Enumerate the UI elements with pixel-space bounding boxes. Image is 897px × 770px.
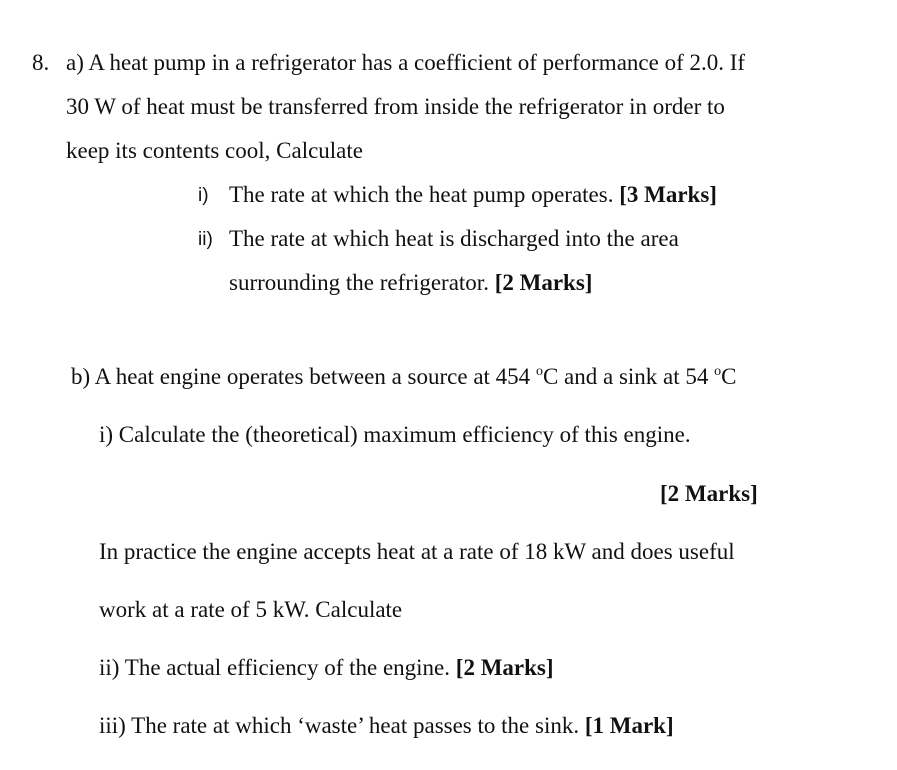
- part-a-line-1: a) A heat pump in a refrigerator has a coefficient of performance of 2.0. If: [66, 50, 746, 75]
- part-b-iii-question: [99, 711, 674, 741]
- part-a-ii-text-2: surrounding the refrigerator.: [229, 270, 489, 295]
- part-b-practice-line-1: In practice the engine accepts heat at a rate of 18 kW and does useful: [99, 539, 735, 564]
- part-b-ii-marks: [2 Marks]: [455, 655, 554, 680]
- part-a-i-question: [229, 180, 717, 210]
- part-a-ii-question-cont: [229, 268, 592, 298]
- part-a-ii-numeral: ii): [198, 229, 213, 250]
- part-b-intro: [71, 362, 736, 392]
- part-b-iii-marks: [1 Mark]: [584, 713, 674, 738]
- part-a-ii-text-1: The rate at which heat is discharged into the area: [229, 226, 679, 251]
- part-b-intro-mid: C and a sink at 54: [542, 364, 715, 389]
- part-b-i-text: i) Calculate the (theoretical) maximum efficiency of this engine.: [99, 422, 691, 447]
- part-b-iii-text: iii) The rate at which ‘waste’ heat passes to the sink.: [99, 713, 580, 738]
- question-number: 8.: [32, 50, 50, 75]
- part-a-i-text: The rate at which the heat pump operates.: [229, 182, 614, 207]
- part-a-line-3: keep its contents cool, Calculate: [66, 138, 363, 163]
- part-b-intro-post: C: [721, 364, 737, 389]
- part-b-practice-line-2: work at a rate of 5 kW. Calculate: [99, 597, 403, 622]
- part-b-ii-question: [99, 653, 554, 683]
- part-a-ii-marks: [2 Marks]: [494, 270, 593, 295]
- part-a-i-numeral: i): [198, 185, 209, 206]
- part-b-i-marks: [2 Marks]: [660, 481, 758, 506]
- degree-symbol: o: [714, 364, 722, 379]
- part-b-ii-text: ii) The actual efficiency of the engine.: [99, 655, 451, 680]
- part-a-i-marks: [3 Marks]: [619, 182, 717, 207]
- part-b-intro-pre: b) A heat engine operates between a source at 454: [71, 364, 536, 389]
- part-a-line-2: 30 W of heat must be transferred from inside the refrigerator in order to: [66, 94, 725, 119]
- degree-symbol: o: [535, 364, 543, 379]
